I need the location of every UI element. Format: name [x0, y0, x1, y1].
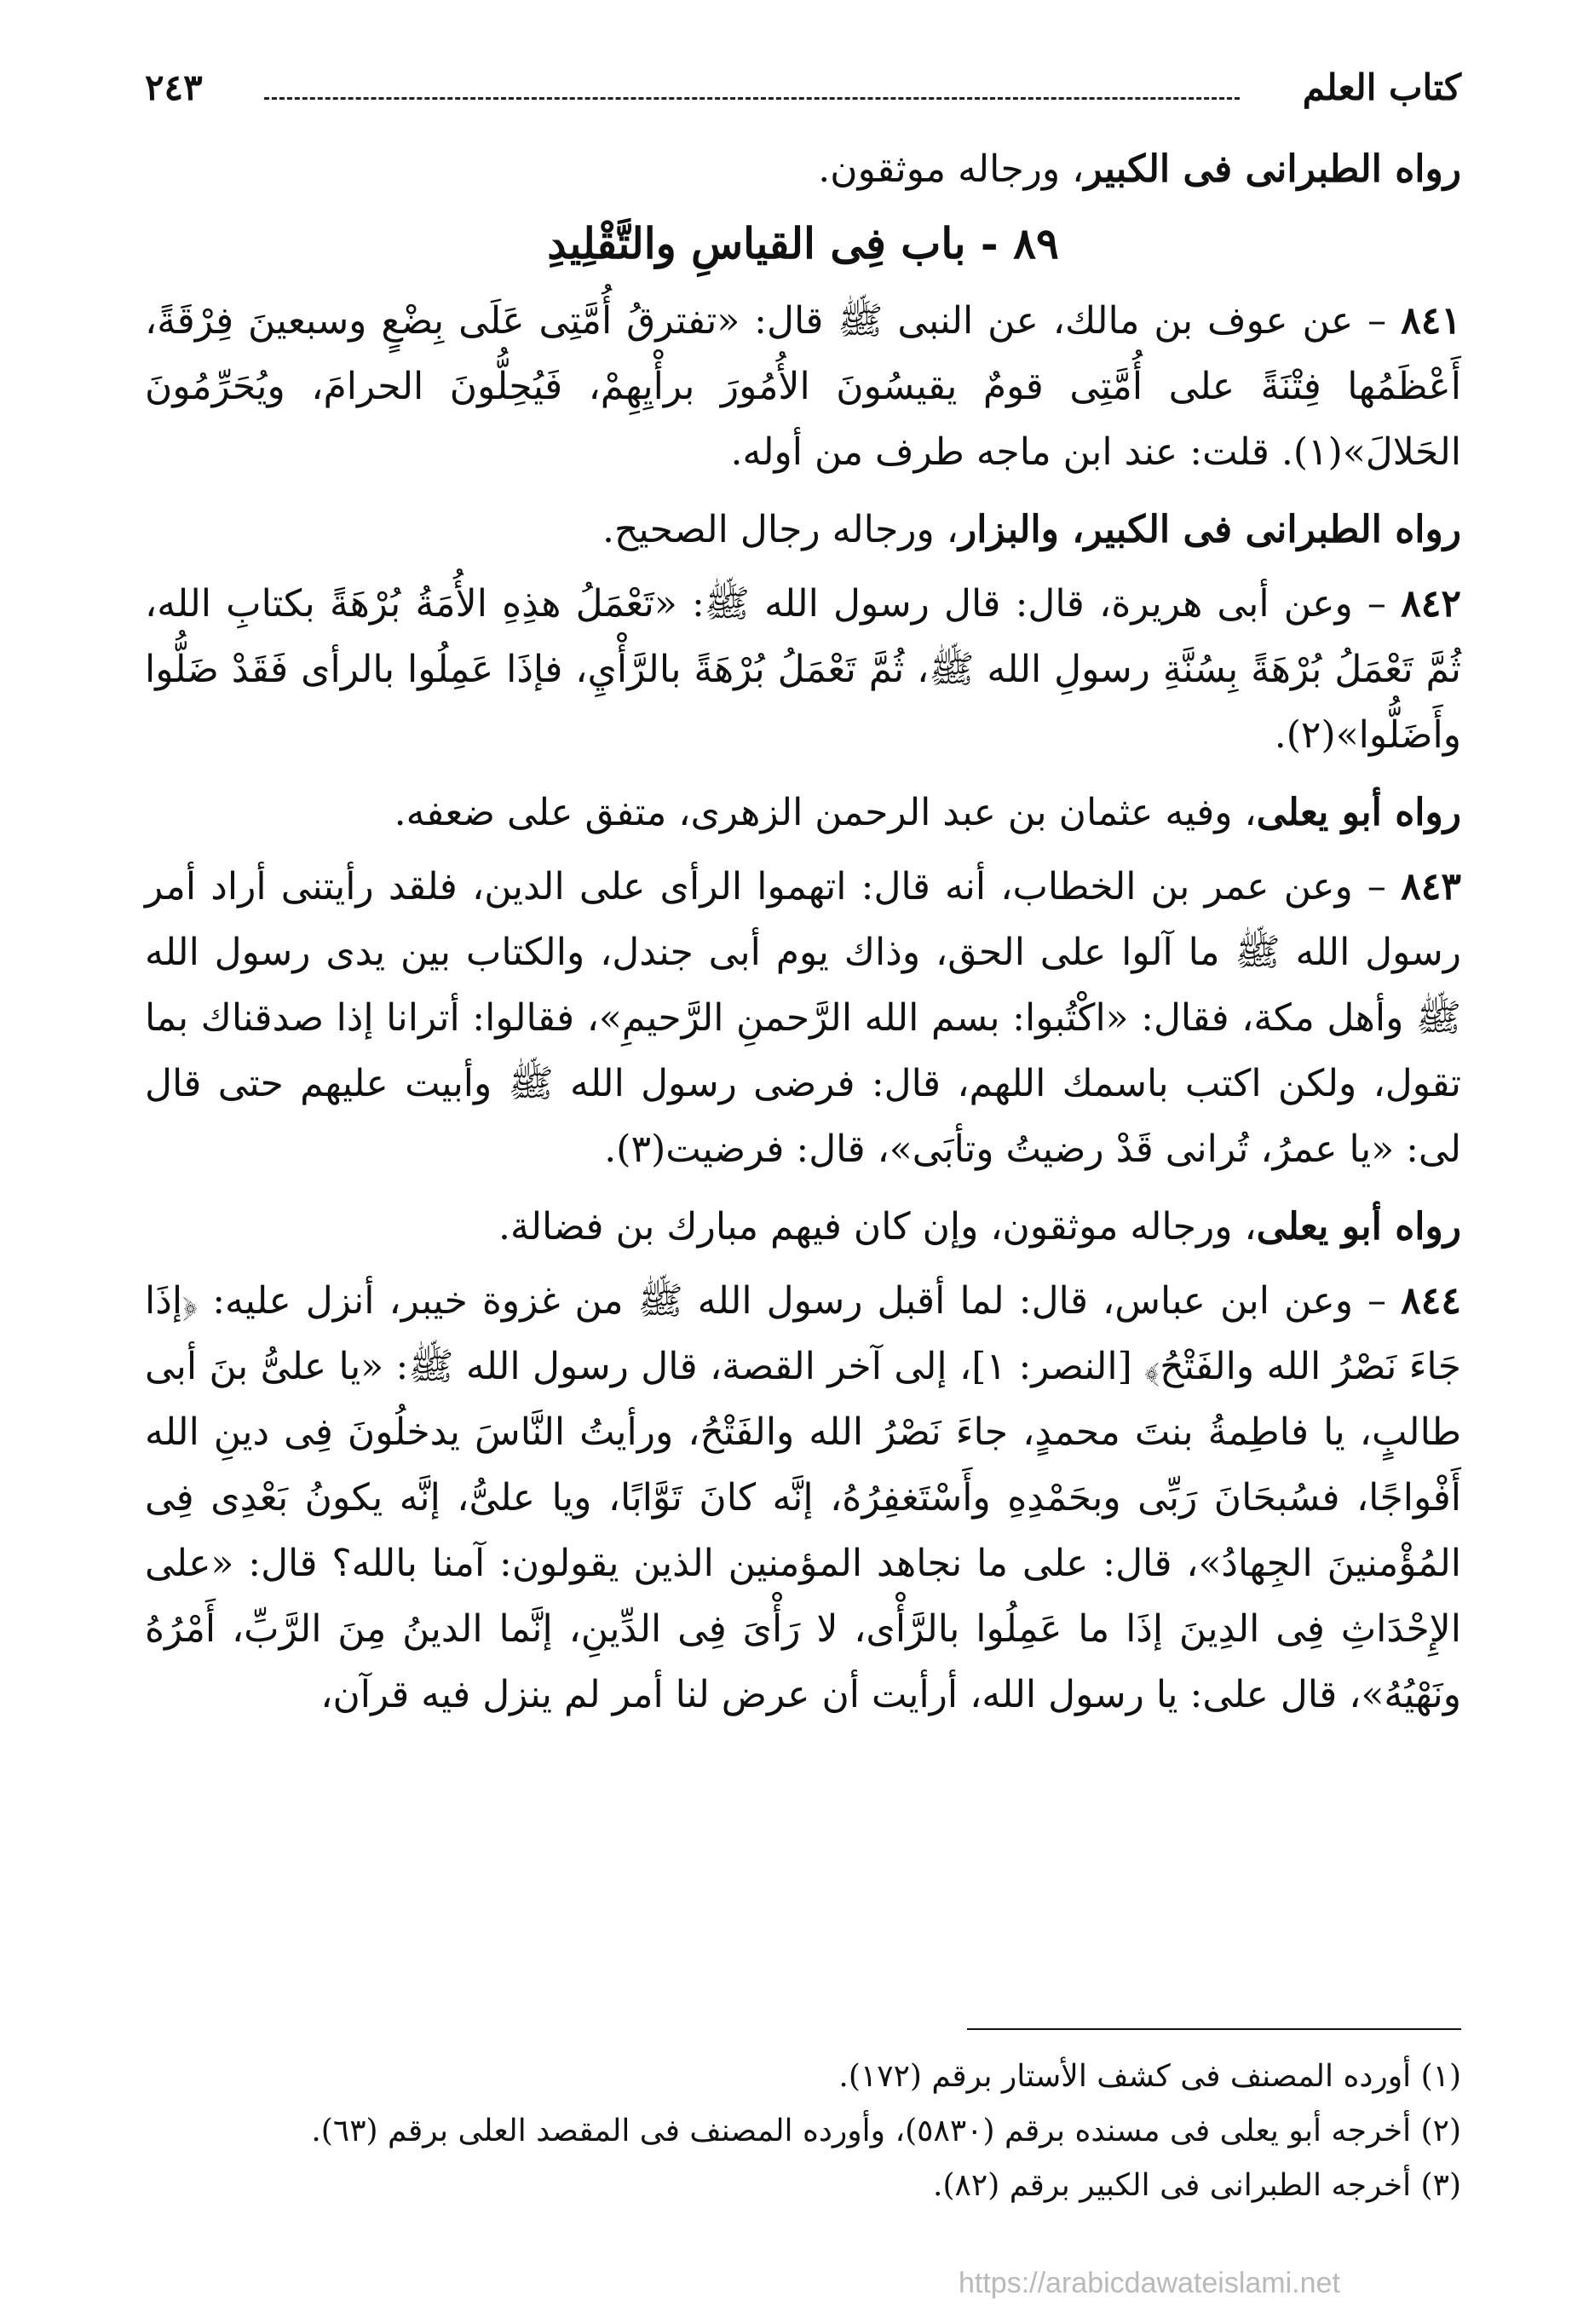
watermark-url: https://arabicdawateislami.net	[959, 2267, 1340, 2299]
footnote-2: (٢) أخرجه أبو يعلى فى مسنده برقم (٥٨٣٠)، وأورده المصنف فى المقصد العلى برقم (٦٣).	[311, 2114, 1461, 2148]
source-note: رواه أبو يعلى، ورجاله موثقون، وإن كان فيهم مبارك بن فضالة.	[498, 1205, 1461, 1249]
chapter-title: كتاب العلم	[1302, 66, 1461, 108]
footnote-1: (١) أورده المصنف فى كشف الأستار برقم (١٧٢).	[838, 2059, 1461, 2094]
hadith-841: ٨٤١ – عن عوف بن مالك، عن النبى ﷺ قال: «تفترقُ أُمَّتِى عَلَى بِضْعٍ وسبعينَ فِرْقَةً، أَعْظَمُها فِتْنَةً على أُمَّتِى قومٌ يقيسُونَ الأُمُورَ برأْيِهِمْ، فَيُحِلُّونَ الحرامَ، ويُحَرِّمُونَ الحَلالَ»(١). قلت: عند ابن ماجه طرف من أوله.	[145, 299, 1461, 474]
main-text	[145, 136, 1461, 1739]
running-header	[145, 66, 1461, 126]
source-note: رواه أبو يعلى، وفيه عثمان بن عبد الرحمن الزهرى، متفق على ضعفه.	[394, 791, 1461, 834]
footnote-3: (٣) أخرجه الطبرانى فى الكبير برقم (٨٢).	[933, 2168, 1461, 2203]
hadith-844: ٨٤٤ – وعن ابن عباس، قال: لما أقبل رسول الله ﷺ من غزوة خيبر، أنزل عليه: ﴿إذَا جَاءَ نَصْرُ الله والفَتْحُ﴾ [النصر: ١]، إلى آخر القصة، قال رسول الله ﷺ: «يا علىُّ بنَ أبى طالبٍ، يا فاطِمةُ بنتَ محمدٍ، جاءَ نَصْرُ الله والفَتْحُ، ورأيتُ النَّاسَ يدخلُونَ فِى دينِ الله أَفْواجًا، فسُبحَانَ رَبِّى وبحَمْدِهِ وأَسْتَغفِرُهُ، إنَّه كانَ تَوَّابًا، ويا علىُّ، إنَّه يكونُ بَعْدِى فِى المُؤْمنينَ الجِهادُ»، قال: على ما نجاهد المؤمنين الذين يقولون: آمنا بالله؟ قال: «على الإِحْدَاثِ فِى الدِينَ إذَا ما عَمِلُوا بالرَّأْى، لا رَأْىَ فِى الدِّينِ، إنَّما الدينُ مِنَ الرَّبِّ، أَمْرُهُ ونَهْيُهُ»، قال على: يا رسول الله، أرأيت أن عرض لنا أمر لم ينزل فيه قرآن،	[145, 1279, 1462, 1716]
section-heading: ٨٩ - باب فِى القياسِ والتَّقْلِيدِ	[547, 218, 1059, 268]
hadith-843: ٨٤٣ – وعن عمر بن الخطاب، أنه قال: اتهموا الرأى على الدين، فلقد رأيتنى أراد أمر رسول الله ﷺ ما آلوا على الحق، وذاك يوم أبى جندل، والكتاب بين يدى رسول الله ﷺ وأهل مكة، فقال: «اكْتُبوا: بسم الله الرَّحمنِ الرَّحيمِ»، فقالوا: أترانا إذا صدقناك بما تقول، ولكن اكتب باسمك اللهم، قال: فرضى رسول الله ﷺ وأبيت عليهم حتى قال لى: «يا عمرُ، تُرانى قَدْ رضيتُ وتأبَى»، قال: فرضيت(٣).	[145, 865, 1461, 1171]
footnote-separator	[967, 2028, 1461, 2030]
footnotes	[132, 2050, 1461, 2213]
page-number: ٢٤٣	[145, 66, 203, 108]
hadith-842: ٨٤٢ – وعن أبى هريرة، قال: قال رسول الله ﷺ: «تَعْمَلُ هذِهِ الأُمَةُ بُرْهَةً بكتابِ الله، ثُمَّ تَعْمَلُ بُرْهَةً بِسُنَّةِ رسولِ الله ﷺ، ثُمَّ تَعْمَلُ بُرْهَةً بالرَّأْيِ، فإذَا عَمِلُوا بالرأى فَقَدْ ضَلُّوا وأَضَلُّوا»(٢).	[145, 582, 1461, 757]
source-note: رواه الطبرانى فى الكبير، والبزار، ورجاله رجال الصحيح.	[602, 508, 1461, 551]
header-dashed-rule	[264, 97, 1240, 100]
source-note: رواه الطبرانى فى الكبير، ورجاله موثقون.	[818, 147, 1461, 191]
